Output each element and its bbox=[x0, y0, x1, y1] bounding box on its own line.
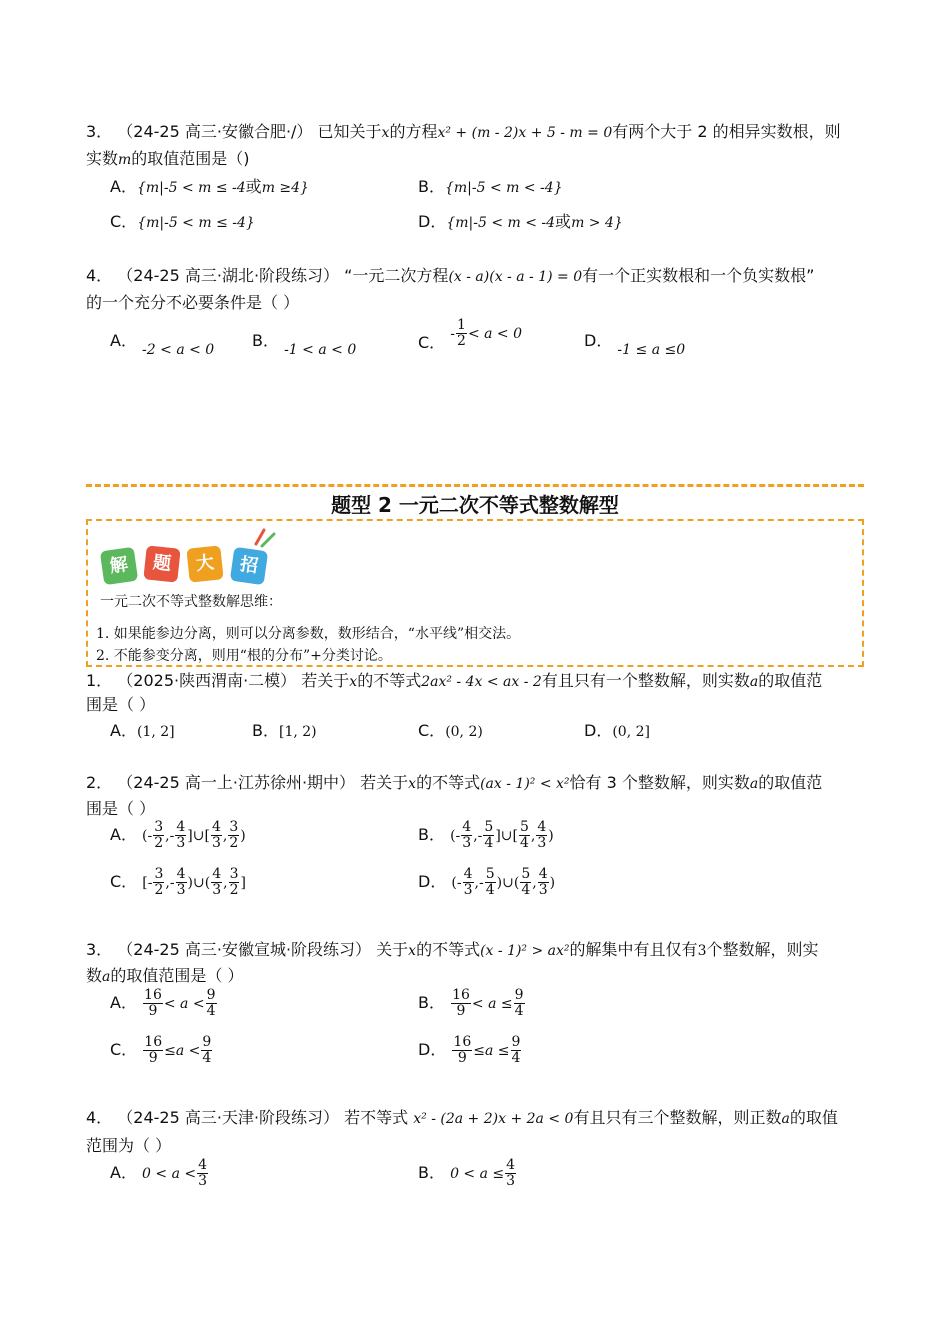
fraction bbox=[511, 1035, 522, 1066]
q1-3-line2 bbox=[86, 148, 250, 171]
q2-1-line1 bbox=[86, 670, 822, 693]
option-math: {m|-5 < m < -4} bbox=[444, 180, 563, 196]
option-b[interactable] bbox=[252, 330, 357, 358]
option-c[interactable] bbox=[110, 211, 255, 234]
fraction bbox=[538, 867, 549, 898]
option-d[interactable] bbox=[418, 211, 623, 234]
math-union: ∪ bbox=[192, 875, 205, 891]
option-math: 0 < a < bbox=[142, 1166, 197, 1182]
option-math: (0, 2) bbox=[445, 724, 483, 740]
denominator: 9 bbox=[457, 1050, 467, 1066]
option-b[interactable] bbox=[418, 820, 554, 851]
option-a[interactable] bbox=[110, 720, 175, 743]
option-math: ≤a < bbox=[164, 1043, 201, 1059]
math-inequality: (x - 1)² > ax² bbox=[480, 943, 570, 959]
numerator: 4 bbox=[176, 866, 186, 882]
question-text: 若关于 bbox=[301, 671, 350, 690]
numerator: 3 bbox=[229, 819, 239, 835]
option-label: B． bbox=[252, 331, 279, 350]
fraction bbox=[483, 820, 494, 851]
option-text: 或 bbox=[245, 177, 262, 196]
option-b[interactable] bbox=[252, 720, 317, 743]
math-paren: (- bbox=[142, 828, 153, 844]
fraction bbox=[461, 820, 472, 851]
badge-jie: 解 bbox=[100, 547, 138, 585]
option-d[interactable] bbox=[584, 330, 686, 358]
math-var: a bbox=[749, 776, 759, 792]
denominator: 9 bbox=[148, 1050, 158, 1066]
question-number: 2． bbox=[86, 773, 113, 792]
numerator: 9 bbox=[514, 987, 524, 1003]
math-sep: , bbox=[223, 875, 228, 891]
option-a[interactable] bbox=[110, 988, 218, 1019]
question-text: 的取值范 bbox=[758, 773, 823, 792]
math-paren: ( bbox=[513, 875, 520, 891]
question-text: 个整数解，则实 bbox=[706, 940, 819, 959]
math-sep: , bbox=[222, 828, 228, 844]
question-text: 的不等式 bbox=[416, 940, 481, 959]
section-divider bbox=[86, 484, 864, 487]
denominator: 4 bbox=[206, 1003, 216, 1019]
question-text: 的取值范围是（) bbox=[131, 149, 250, 168]
numerator: 5 bbox=[484, 819, 494, 835]
option-label: D． bbox=[584, 331, 613, 350]
fraction bbox=[175, 820, 186, 851]
option-label: A． bbox=[110, 1163, 137, 1182]
option-math: m ≥4} bbox=[261, 180, 309, 196]
math-sep: ,- bbox=[165, 875, 175, 891]
numerator: 16 bbox=[452, 987, 470, 1003]
fraction bbox=[456, 318, 467, 349]
math-paren: ) bbox=[240, 828, 246, 844]
q2-4-line1 bbox=[86, 1107, 838, 1130]
math-var: a bbox=[781, 1111, 790, 1127]
tip-item-2: 2. 不能参变分离，则用“根的分布”+分类讨论。 bbox=[96, 648, 392, 664]
option-math: {m|-5 < m ≤ -4} bbox=[137, 215, 255, 231]
option-c[interactable] bbox=[418, 317, 523, 352]
q1-3-line1 bbox=[86, 121, 841, 144]
option-label: B． bbox=[418, 825, 445, 844]
option-text: 或 bbox=[555, 212, 572, 231]
numerator: 5 bbox=[521, 866, 531, 882]
denominator: 4 bbox=[485, 882, 495, 898]
fraction bbox=[143, 988, 163, 1019]
denominator: 2 bbox=[154, 882, 164, 898]
numerator: 1 bbox=[457, 317, 466, 333]
math-var: x bbox=[408, 776, 417, 792]
numerator: 16 bbox=[453, 1034, 472, 1050]
option-d[interactable] bbox=[418, 867, 555, 898]
denominator: 9 bbox=[148, 1003, 158, 1019]
question-text: 围是（ ） bbox=[86, 799, 156, 818]
option-math: < a < 0 bbox=[467, 326, 523, 342]
question-text: 有且只有一个整数解，则实数 bbox=[541, 671, 750, 690]
denominator: 2 bbox=[457, 333, 466, 349]
question-text: 的解集中有且仅有 bbox=[569, 940, 698, 959]
math-var: a bbox=[749, 674, 759, 690]
question-source: （24-25 高三·天津·阶段练习） bbox=[117, 1108, 340, 1127]
math-paren: ] bbox=[187, 828, 193, 844]
question-text: 若不等式 bbox=[344, 1108, 409, 1127]
math-paren: ) bbox=[496, 875, 503, 891]
q1-4-line2 bbox=[86, 292, 299, 314]
math-equation: x² + (m - 2)x + 5 - m = 0 bbox=[437, 125, 613, 141]
option-a[interactable] bbox=[110, 330, 215, 358]
question-text: 有两个大于 2 的相异实数根，则 bbox=[612, 122, 841, 141]
option-math: -1 < a < 0 bbox=[284, 342, 357, 358]
option-math: (1, 2] bbox=[136, 724, 175, 740]
denominator: 2 bbox=[229, 882, 239, 898]
fraction bbox=[211, 820, 222, 851]
option-math: -1 ≤ a ≤0 bbox=[617, 342, 686, 358]
option-c[interactable] bbox=[418, 720, 483, 743]
math-inequality: (ax - 1)² < x² bbox=[480, 776, 570, 792]
fraction bbox=[514, 988, 525, 1019]
numerator: 9 bbox=[511, 1034, 521, 1050]
math-paren: (- bbox=[450, 828, 461, 844]
denominator: 3 bbox=[537, 835, 547, 851]
option-label: D． bbox=[418, 1040, 447, 1059]
fraction bbox=[197, 1158, 208, 1189]
math-inequality: 2ax² - 4x < ax - 2 bbox=[421, 674, 542, 690]
option-label: D． bbox=[418, 872, 447, 891]
option-math: {m|-5 < m ≤ -4 bbox=[136, 180, 246, 196]
question-text: 的不等式 bbox=[416, 773, 481, 792]
numerator: 3 bbox=[154, 819, 164, 835]
option-math: 0 < a ≤ bbox=[450, 1166, 505, 1182]
question-source: （24-25 高三·安徽宣城·阶段练习） bbox=[117, 940, 372, 959]
numerator: 4 bbox=[198, 1157, 208, 1173]
math-number: 3 bbox=[697, 943, 707, 959]
badge-zhao: 招 bbox=[230, 547, 268, 585]
math-paren: (- bbox=[451, 875, 462, 891]
denominator: 3 bbox=[462, 835, 472, 851]
option-b[interactable] bbox=[418, 176, 563, 199]
fraction bbox=[153, 820, 164, 851]
question-text: 的取值范围是（ ） bbox=[110, 966, 244, 985]
fraction bbox=[519, 820, 530, 851]
q2-3-line1 bbox=[86, 939, 819, 962]
fraction bbox=[229, 867, 240, 898]
fraction bbox=[176, 867, 187, 898]
math-union: ∪ bbox=[500, 828, 513, 844]
option-label: A． bbox=[110, 331, 137, 350]
fraction bbox=[228, 820, 239, 851]
fraction bbox=[206, 988, 217, 1019]
math-paren: ] bbox=[495, 828, 501, 844]
numerator: 4 bbox=[462, 819, 472, 835]
numerator: 16 bbox=[144, 1034, 163, 1050]
numerator: 4 bbox=[506, 1157, 516, 1173]
numerator: 4 bbox=[463, 866, 473, 882]
option-c[interactable] bbox=[110, 867, 246, 898]
question-text: 的一个充分不必要条件是（ ） bbox=[86, 293, 300, 312]
math-sep: ,- bbox=[165, 828, 175, 844]
denominator: 3 bbox=[463, 882, 473, 898]
question-text: 若关于 bbox=[360, 773, 409, 792]
denominator: 3 bbox=[176, 835, 186, 851]
question-number: 3． bbox=[86, 122, 113, 141]
denominator: 4 bbox=[484, 835, 494, 851]
math-var: a bbox=[102, 969, 111, 985]
option-math: < a ≤ bbox=[471, 996, 513, 1012]
option-math: (0, 2] bbox=[612, 724, 650, 740]
option-c[interactable] bbox=[110, 1035, 213, 1066]
denominator: 3 bbox=[176, 882, 186, 898]
question-text: 数 bbox=[86, 966, 103, 985]
math-paren: ) bbox=[549, 875, 556, 891]
fraction bbox=[201, 1035, 212, 1066]
option-label: C． bbox=[110, 1040, 138, 1059]
numerator: 4 bbox=[176, 819, 186, 835]
numerator: 5 bbox=[485, 866, 495, 882]
question-text: 恰有 3 个整数解，则实数 bbox=[569, 773, 750, 792]
numerator: 3 bbox=[229, 866, 239, 882]
math-equation: (x - a)(x - a - 1) = 0 bbox=[448, 269, 583, 285]
numerator: 3 bbox=[154, 866, 164, 882]
option-math: < a < bbox=[163, 996, 205, 1012]
denominator: 4 bbox=[514, 1003, 524, 1019]
option-math: {m|-5 < m < -4 bbox=[446, 215, 556, 231]
question-text: 范围为（ ） bbox=[86, 1136, 172, 1155]
numerator: 4 bbox=[211, 819, 221, 835]
math-sep: , bbox=[530, 828, 536, 844]
fraction bbox=[143, 1035, 163, 1066]
option-math: [1, 2) bbox=[278, 724, 317, 740]
option-label: B． bbox=[418, 993, 445, 1012]
option-label: D． bbox=[418, 212, 447, 231]
numerator: 5 bbox=[519, 819, 529, 835]
fraction bbox=[153, 867, 164, 898]
question-text: 实数 bbox=[86, 149, 119, 168]
option-label: A． bbox=[110, 825, 137, 844]
math-var: x bbox=[408, 943, 417, 959]
question-text: 关于 bbox=[376, 940, 409, 959]
option-math: m > 4} bbox=[571, 215, 623, 231]
question-number: 4． bbox=[86, 266, 113, 285]
q2-2-line1 bbox=[86, 772, 822, 795]
math-paren: ] bbox=[240, 875, 246, 891]
numerator: 16 bbox=[144, 987, 162, 1003]
math-sep: ,- bbox=[473, 828, 483, 844]
math-var: x bbox=[349, 674, 358, 690]
tip-heading: 一元二次不等式整数解思维： bbox=[100, 594, 282, 610]
denominator: 4 bbox=[521, 882, 531, 898]
question-number: 1． bbox=[86, 671, 113, 690]
math-paren: ) bbox=[548, 828, 554, 844]
question-text: 的不等式 bbox=[357, 671, 422, 690]
numerator: 9 bbox=[202, 1034, 212, 1050]
denominator: 3 bbox=[506, 1173, 516, 1189]
question-text: 已知关于 bbox=[317, 122, 382, 141]
numerator: 4 bbox=[212, 866, 222, 882]
denominator: 3 bbox=[211, 835, 221, 851]
math-var: x bbox=[381, 125, 390, 141]
fraction bbox=[463, 867, 474, 898]
option-a[interactable] bbox=[110, 1158, 209, 1189]
fraction bbox=[505, 1158, 516, 1189]
option-label: C． bbox=[418, 721, 446, 740]
option-b[interactable] bbox=[418, 988, 526, 1019]
fraction bbox=[485, 867, 496, 898]
denominator: 9 bbox=[456, 1003, 466, 1019]
math-inequality: x² - (2a + 2)x + 2a < 0 bbox=[413, 1111, 574, 1127]
question-text: 有且只有三个整数解，则正数 bbox=[573, 1108, 782, 1127]
math-paren: [- bbox=[142, 875, 153, 891]
option-label: C． bbox=[418, 333, 446, 352]
question-text: “一元二次方程 bbox=[344, 266, 449, 285]
fraction bbox=[536, 820, 547, 851]
denominator: 2 bbox=[154, 835, 164, 851]
section-title: 题型 2 一元二次不等式整数解型 bbox=[331, 493, 619, 517]
option-label: A． bbox=[110, 721, 137, 740]
q2-1-line2 bbox=[86, 694, 155, 716]
fraction bbox=[451, 988, 471, 1019]
option-label: A． bbox=[110, 177, 137, 196]
tip-item-1: 1. 如果能参边分离，则可以分离参数，数形结合，“水平线”相交法。 bbox=[96, 626, 521, 642]
numerator: 4 bbox=[538, 866, 548, 882]
option-d[interactable] bbox=[584, 720, 650, 743]
q2-4-line2 bbox=[86, 1135, 171, 1157]
question-text: 的取值 bbox=[789, 1108, 838, 1127]
denominator: 3 bbox=[212, 882, 222, 898]
option-a[interactable] bbox=[110, 176, 309, 199]
question-text: 的取值范 bbox=[758, 671, 823, 690]
question-number: 3． bbox=[86, 940, 113, 959]
denominator: 4 bbox=[202, 1050, 212, 1066]
fraction bbox=[452, 1035, 472, 1066]
question-text: 的方程 bbox=[389, 122, 438, 141]
option-math: ≤a ≤ bbox=[473, 1043, 510, 1059]
math-union: ∪ bbox=[192, 828, 205, 844]
question-text: 有一个正实数根和一个负实数根” bbox=[582, 266, 815, 285]
badge-ti: 题 bbox=[143, 545, 180, 582]
fraction bbox=[520, 867, 531, 898]
numerator: 4 bbox=[537, 819, 547, 835]
math-var: m bbox=[118, 152, 132, 168]
math-paren: [ bbox=[204, 828, 210, 844]
question-source: （24-25 高一上·江苏徐州·期中） bbox=[117, 773, 356, 792]
option-math: - bbox=[450, 326, 456, 342]
question-source: （24-25 高三·安徽合肥·/） bbox=[117, 122, 313, 141]
math-paren: ) bbox=[187, 875, 193, 891]
math-union: ∪ bbox=[502, 875, 514, 891]
fraction bbox=[211, 867, 222, 898]
denominator: 3 bbox=[538, 882, 548, 898]
question-source: （2025·陕西渭南·二模） bbox=[117, 671, 297, 690]
denominator: 4 bbox=[511, 1050, 521, 1066]
denominator: 4 bbox=[519, 835, 529, 851]
math-sep: ,- bbox=[474, 875, 484, 891]
option-math: -2 < a < 0 bbox=[142, 342, 215, 358]
question-source: （24-25 高三·湖北·阶段练习） bbox=[117, 266, 340, 285]
denominator: 3 bbox=[198, 1173, 208, 1189]
question-number: 4． bbox=[86, 1108, 113, 1127]
option-label: B． bbox=[418, 1163, 445, 1182]
math-paren: [ bbox=[512, 828, 518, 844]
option-label: B． bbox=[252, 721, 279, 740]
option-label: C． bbox=[110, 212, 138, 231]
denominator: 2 bbox=[229, 835, 239, 851]
option-label: C． bbox=[110, 872, 138, 891]
math-paren: ( bbox=[204, 875, 211, 891]
question-text: 围是（ ） bbox=[86, 695, 156, 714]
option-b[interactable] bbox=[418, 1158, 517, 1189]
option-label: A． bbox=[110, 993, 137, 1012]
badge-da: 大 bbox=[186, 545, 223, 582]
q2-2-line2 bbox=[86, 798, 155, 820]
math-sep: , bbox=[532, 875, 537, 891]
q1-4-line1 bbox=[86, 265, 814, 288]
option-d[interactable] bbox=[418, 1035, 522, 1066]
q2-3-line2 bbox=[86, 965, 243, 988]
option-label: D． bbox=[584, 721, 613, 740]
sparkle-icon bbox=[252, 526, 278, 550]
option-a[interactable] bbox=[110, 820, 246, 851]
numerator: 9 bbox=[206, 987, 216, 1003]
option-label: B． bbox=[418, 177, 445, 196]
